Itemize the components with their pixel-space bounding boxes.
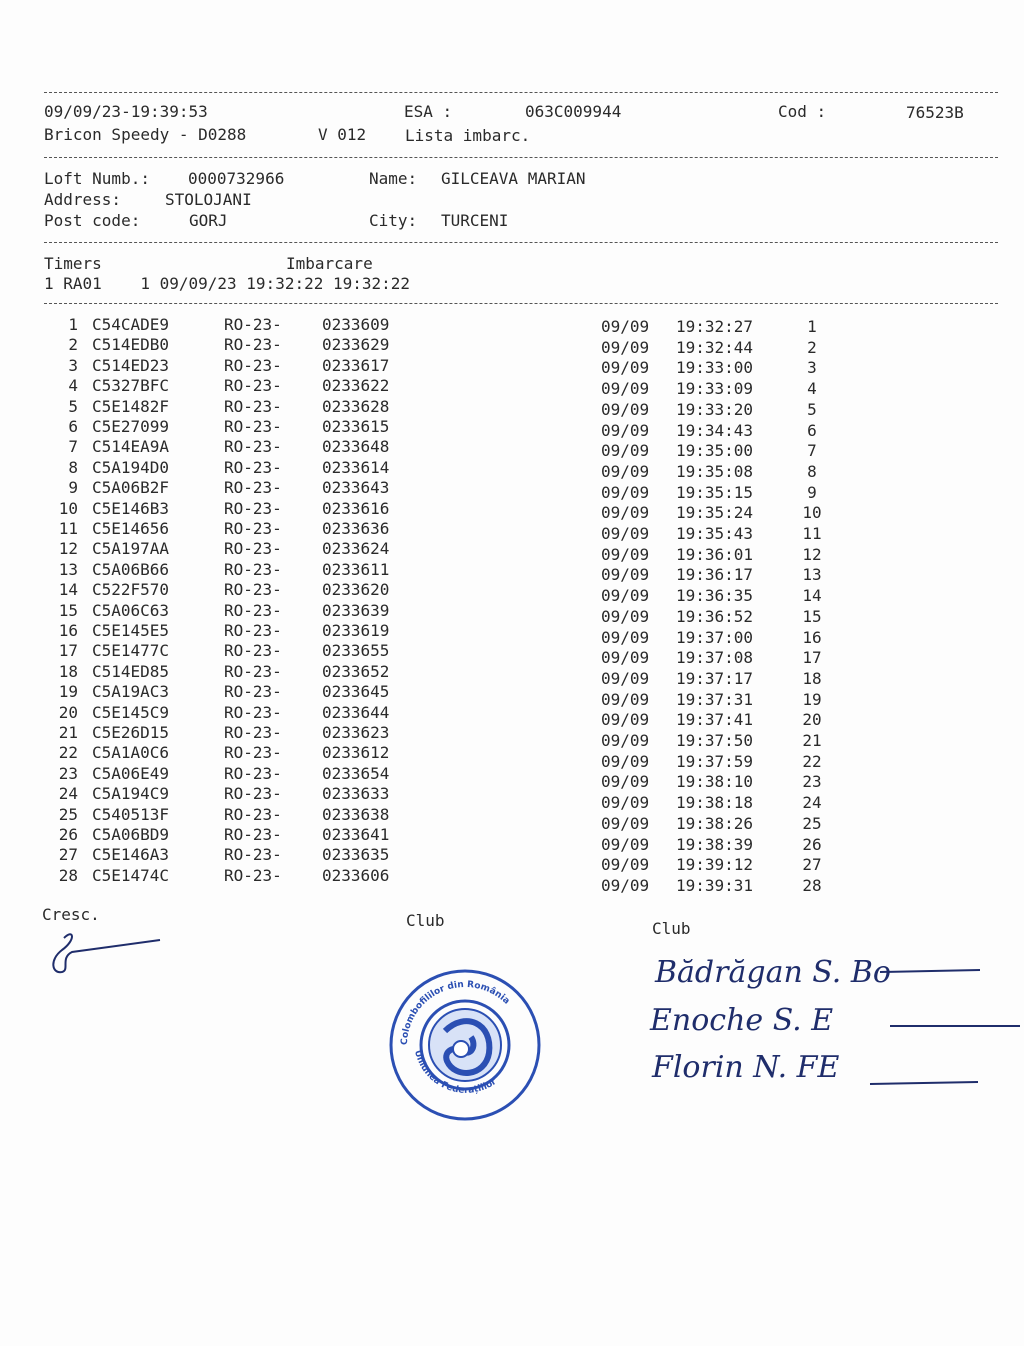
list-item xyxy=(0,702,1024,730)
entry-date: 09/09 xyxy=(601,565,650,585)
entry-time: 19:37:00 xyxy=(676,627,754,647)
entry-time: 19:37:17 xyxy=(676,668,754,688)
entry-ring-prefix: RO-23- xyxy=(224,784,282,804)
entry-index: 22 xyxy=(58,743,78,763)
club-stamp xyxy=(385,965,545,1125)
postcode-label: Post code: xyxy=(44,211,141,230)
entry-position: 26 xyxy=(802,834,822,854)
entry-position: 25 xyxy=(802,813,822,833)
entry-ring-number: 0233645 xyxy=(322,682,390,702)
entry-date: 09/09 xyxy=(601,627,650,647)
entry-date: 09/09 xyxy=(601,586,650,606)
entry-date: 09/09 xyxy=(601,379,650,399)
list-item xyxy=(0,519,1024,543)
list-item xyxy=(0,498,1024,523)
entry-index: 13 xyxy=(58,559,78,579)
entry-ring-prefix: RO-23- xyxy=(224,661,282,681)
entry-date: 09/09 xyxy=(601,813,650,833)
entry-chip-id: C5E1474C xyxy=(92,865,170,885)
entry-date: 09/09 xyxy=(601,461,650,481)
entry-ring-number: 0233635 xyxy=(322,845,390,865)
timers-label: Timers xyxy=(44,254,102,273)
club-label: Club xyxy=(406,911,445,930)
entry-ring-prefix: RO-23- xyxy=(224,335,282,355)
entry-index: 1 xyxy=(68,315,78,334)
stamp-text-bottom: Uniunea Federațiilor xyxy=(411,1049,499,1096)
entry-index: 6 xyxy=(68,417,78,436)
entry-time: 19:35:43 xyxy=(676,524,754,543)
club-signature-3: Florin N. FE xyxy=(652,1050,840,1085)
list-item xyxy=(0,457,1024,481)
entry-position: 27 xyxy=(802,855,822,875)
entry-ring-number: 0233628 xyxy=(322,396,390,416)
entry-ring-prefix: RO-23- xyxy=(224,417,282,436)
loft-number: 0000732966 xyxy=(188,169,285,188)
entry-ring-prefix: RO-23- xyxy=(224,437,282,457)
owner-name: GILCEAVA MARIAN xyxy=(441,169,586,188)
entry-position: 4 xyxy=(807,379,817,399)
entry-chip-id: C522F570 xyxy=(92,580,170,600)
list-item xyxy=(0,559,1024,585)
entry-time: 19:37:31 xyxy=(676,689,754,709)
entry-time: 19:35:08 xyxy=(676,461,754,481)
separator xyxy=(44,303,998,304)
entry-ring-number: 0233620 xyxy=(322,580,390,600)
entry-chip-id: C5E14656 xyxy=(92,519,170,538)
entry-time: 19:36:01 xyxy=(676,544,754,564)
entry-position: 2 xyxy=(807,337,817,357)
entry-ring-number: 0233655 xyxy=(322,641,390,661)
list-item xyxy=(0,621,1024,647)
entry-date: 09/09 xyxy=(601,875,650,895)
entry-chip-id: C5A06E49 xyxy=(92,763,170,783)
entry-time: 19:37:59 xyxy=(676,751,754,771)
entry-date: 09/09 xyxy=(601,648,650,668)
entry-ring-number: 0233606 xyxy=(322,865,390,885)
list-item xyxy=(0,335,1024,355)
entry-position: 11 xyxy=(802,524,822,543)
entry-chip-id: C5A194C9 xyxy=(92,784,170,804)
entry-ring-prefix: RO-23- xyxy=(224,702,282,722)
cod-value: 76523B xyxy=(906,103,964,122)
list-item xyxy=(0,478,1024,502)
entry-position: 3 xyxy=(807,358,817,378)
imbarcare-label: Imbarcare xyxy=(286,254,373,273)
entry-index: 24 xyxy=(58,784,78,804)
entry-index: 3 xyxy=(68,355,78,375)
list-item xyxy=(0,804,1024,833)
entry-chip-id: C540513F xyxy=(92,804,170,824)
entry-ring-number: 0233612 xyxy=(322,743,390,763)
entry-chip-id: C5A06B2F xyxy=(92,478,170,498)
entry-time: 19:38:10 xyxy=(676,772,754,792)
entry-ring-number: 0233654 xyxy=(322,763,390,783)
address-label: Address: xyxy=(44,190,122,209)
entry-ring-number: 0233633 xyxy=(322,784,390,804)
entry-time: 19:32:27 xyxy=(676,317,754,336)
entry-date: 09/09 xyxy=(601,710,650,730)
entry-index: 28 xyxy=(58,865,78,885)
list-item xyxy=(0,356,1024,376)
entry-chip-id: C5327BFC xyxy=(92,376,170,396)
entry-ring-number: 0233615 xyxy=(322,417,390,436)
entry-position: 14 xyxy=(802,586,822,606)
entry-chip-id: C5E26D15 xyxy=(92,723,170,742)
entry-ring-number: 0233638 xyxy=(322,804,390,824)
entry-ring-number: 0233648 xyxy=(322,437,390,457)
entry-index: 21 xyxy=(58,723,78,742)
entry-date: 09/09 xyxy=(601,606,650,626)
entry-position: 6 xyxy=(807,420,817,440)
entry-ring-prefix: RO-23- xyxy=(224,457,282,477)
entry-time: 19:36:17 xyxy=(676,565,754,585)
list-item xyxy=(0,784,1024,813)
entry-chip-id: C5E146A3 xyxy=(92,845,170,865)
entry-ring-prefix: RO-23- xyxy=(224,600,282,620)
entry-chip-id: C514EA9A xyxy=(92,437,170,457)
entry-date: 09/09 xyxy=(601,337,650,357)
entry-time: 19:36:35 xyxy=(676,586,754,606)
entry-index: 17 xyxy=(58,641,78,661)
breeder-signature xyxy=(44,928,166,980)
entry-index: 10 xyxy=(58,498,78,518)
list-item xyxy=(0,315,1024,335)
loft-label: Loft Numb.: xyxy=(44,169,150,188)
timer-line: 1 RA01 1 09/09/23 19:32:22 19:32:22 xyxy=(44,274,411,293)
entry-time: 19:35:24 xyxy=(676,503,754,523)
entry-index: 4 xyxy=(68,376,78,396)
list-title: Lista imbarc. xyxy=(405,126,531,145)
entry-chip-id: C5E145C9 xyxy=(92,702,170,722)
entry-index: 18 xyxy=(58,661,78,681)
entry-index: 12 xyxy=(58,539,78,559)
entry-date: 09/09 xyxy=(601,420,650,440)
entry-time: 19:34:43 xyxy=(676,420,754,440)
entry-ring-number: 0233622 xyxy=(322,376,390,396)
entry-ring-prefix: RO-23- xyxy=(224,825,282,844)
list-item xyxy=(0,661,1024,688)
entry-ring-number: 0233619 xyxy=(322,621,390,640)
entry-ring-number: 0233614 xyxy=(322,457,390,477)
entry-ring-number: 0233616 xyxy=(322,498,390,518)
entry-ring-number: 0233609 xyxy=(322,315,390,334)
entry-ring-prefix: RO-23- xyxy=(224,845,282,865)
entry-chip-id: C5E146B3 xyxy=(92,498,170,518)
address-value: STOLOJANI xyxy=(165,190,252,209)
entry-time: 19:39:12 xyxy=(676,855,754,875)
entry-ring-number: 0233641 xyxy=(322,825,390,844)
list-item xyxy=(0,437,1024,461)
signature-underlines xyxy=(830,960,1024,1090)
entry-time: 19:32:44 xyxy=(676,337,754,357)
cresc-label: Cresc. xyxy=(42,905,100,924)
list-item xyxy=(0,539,1024,564)
entry-ring-prefix: RO-23- xyxy=(224,621,282,640)
entry-position: 21 xyxy=(802,731,822,750)
entry-ring-prefix: RO-23- xyxy=(224,498,282,518)
entry-index: 15 xyxy=(58,600,78,620)
entry-index: 25 xyxy=(58,804,78,824)
entry-position: 24 xyxy=(802,793,822,813)
entry-date: 09/09 xyxy=(601,544,650,564)
entry-time: 19:38:18 xyxy=(676,793,754,813)
entry-chip-id: C5A1A0C6 xyxy=(92,743,170,763)
entry-chip-id: C514ED85 xyxy=(92,661,170,681)
entry-date: 09/09 xyxy=(601,668,650,688)
entry-time: 19:37:41 xyxy=(676,710,754,730)
entry-position: 17 xyxy=(802,648,822,668)
entry-ring-number: 0233623 xyxy=(322,723,390,742)
entry-ring-prefix: RO-23- xyxy=(224,355,282,375)
entry-chip-id: C514EDB0 xyxy=(92,335,170,355)
list-item xyxy=(0,743,1024,771)
list-item xyxy=(0,600,1024,626)
separator xyxy=(44,157,998,158)
entry-ring-prefix: RO-23- xyxy=(224,478,282,498)
entry-chip-id: C514ED23 xyxy=(92,355,170,375)
entry-index: 16 xyxy=(58,621,78,640)
entry-chip-id: C5A06BD9 xyxy=(92,825,170,844)
device-name: Bricon Speedy - D0288 xyxy=(44,125,247,144)
separator xyxy=(44,242,998,243)
entry-index: 8 xyxy=(68,457,78,477)
entry-ring-prefix: RO-23- xyxy=(224,519,282,538)
entry-position: 12 xyxy=(802,544,822,564)
entry-ring-number: 0233611 xyxy=(322,559,390,579)
entry-position: 13 xyxy=(802,565,822,585)
entry-time: 19:33:20 xyxy=(676,399,754,419)
entry-date: 09/09 xyxy=(601,834,650,854)
entry-date: 09/09 xyxy=(601,399,650,419)
entry-ring-number: 0233644 xyxy=(322,702,390,722)
entry-position: 1 xyxy=(807,317,817,336)
entry-ring-prefix: RO-23- xyxy=(224,804,282,824)
entry-index: 19 xyxy=(58,682,78,702)
name-label: Name: xyxy=(369,169,418,188)
entry-ring-number: 0233617 xyxy=(322,355,390,375)
city-value: TURCENI xyxy=(441,211,509,230)
club-signature-2: Enoche S. E xyxy=(650,1003,834,1038)
entry-date: 09/09 xyxy=(601,772,650,792)
entry-ring-prefix: RO-23- xyxy=(224,743,282,763)
entry-ring-number: 0233652 xyxy=(322,661,390,681)
entry-time: 19:33:00 xyxy=(676,358,754,378)
entry-position: 20 xyxy=(802,710,822,730)
entry-date: 09/09 xyxy=(601,731,650,750)
list-item xyxy=(0,580,1024,606)
club-signature-1: Bădrăgan S. Bo xyxy=(655,955,891,990)
entry-chip-id: C5A06B66 xyxy=(92,559,170,579)
entry-chip-id: C5A197AA xyxy=(92,539,170,559)
entry-position: 10 xyxy=(802,503,822,523)
entry-ring-number: 0233624 xyxy=(322,539,390,559)
print-datetime: 09/09/23-19:39:53 xyxy=(44,102,208,121)
list-item xyxy=(0,376,1024,399)
city-label: City: xyxy=(369,211,418,230)
entry-date: 09/09 xyxy=(601,689,650,709)
cod-label: Cod : xyxy=(778,102,827,121)
entry-ring-prefix: RO-23- xyxy=(224,580,282,600)
entry-position: 23 xyxy=(802,772,822,792)
entry-time: 19:37:08 xyxy=(676,648,754,668)
separator xyxy=(44,92,998,93)
entry-ring-number: 0233639 xyxy=(322,600,390,620)
esa-value: 063C009944 xyxy=(525,102,622,121)
entry-position: 9 xyxy=(807,482,817,502)
entry-index: 2 xyxy=(68,335,78,355)
entry-ring-prefix: RO-23- xyxy=(224,723,282,742)
entry-index: 7 xyxy=(68,437,78,457)
list-item xyxy=(0,397,1024,417)
device-version: V 012 xyxy=(318,125,367,144)
entry-date: 09/09 xyxy=(601,793,650,813)
entry-ring-prefix: RO-23- xyxy=(224,376,282,396)
entry-chip-id: C5E1477C xyxy=(92,641,170,661)
entry-ring-number: 0233629 xyxy=(322,335,390,355)
list-item xyxy=(0,641,1024,668)
entry-position: 5 xyxy=(807,399,817,419)
list-item xyxy=(0,417,1024,440)
stamp-text-top: Colombofililor din România xyxy=(399,979,512,1046)
entry-position: 16 xyxy=(802,627,822,647)
entry-date: 09/09 xyxy=(601,524,650,543)
entry-index: 5 xyxy=(68,396,78,416)
entry-index: 27 xyxy=(58,845,78,865)
entry-chip-id: C5E1482F xyxy=(92,396,170,416)
entry-ring-prefix: RO-23- xyxy=(224,682,282,702)
entry-time: 19:35:00 xyxy=(676,441,754,461)
entry-chip-id: C5A06C63 xyxy=(92,600,170,620)
entry-ring-number: 0233636 xyxy=(322,519,390,538)
entry-time: 19:39:31 xyxy=(676,875,754,895)
entry-ring-prefix: RO-23- xyxy=(224,763,282,783)
entry-time: 19:36:52 xyxy=(676,606,754,626)
entry-ring-prefix: RO-23- xyxy=(224,641,282,661)
entry-index: 23 xyxy=(58,763,78,783)
entry-ring-prefix: RO-23- xyxy=(224,539,282,559)
entry-position: 19 xyxy=(802,689,822,709)
entry-chip-id: C5A19AC3 xyxy=(92,682,170,702)
entry-ring-prefix: RO-23- xyxy=(224,865,282,885)
entry-index: 26 xyxy=(58,825,78,844)
entry-time: 19:35:15 xyxy=(676,482,754,502)
entry-date: 09/09 xyxy=(601,317,650,336)
entry-index: 11 xyxy=(58,519,78,538)
entry-ring-prefix: RO-23- xyxy=(224,559,282,579)
entry-position: 8 xyxy=(807,461,817,481)
entry-ring-prefix: RO-23- xyxy=(224,315,282,334)
entry-date: 09/09 xyxy=(601,358,650,378)
list-item xyxy=(0,825,1024,854)
entry-date: 09/09 xyxy=(601,503,650,523)
postcode-value: GORJ xyxy=(189,211,228,230)
entry-position: 15 xyxy=(802,606,822,626)
entry-chip-id: C5E27099 xyxy=(92,417,170,436)
entry-index: 14 xyxy=(58,580,78,600)
esa-label: ESA : xyxy=(404,102,453,121)
entry-time: 19:38:26 xyxy=(676,813,754,833)
entry-date: 09/09 xyxy=(601,855,650,875)
entry-time: 19:37:50 xyxy=(676,731,754,750)
entry-index: 9 xyxy=(68,478,78,498)
club-label: Club xyxy=(652,919,691,938)
entry-ring-prefix: RO-23- xyxy=(224,396,282,416)
entry-chip-id: C54CADE9 xyxy=(92,315,170,334)
entry-date: 09/09 xyxy=(601,441,650,461)
entry-date: 09/09 xyxy=(601,751,650,771)
entry-position: 18 xyxy=(802,668,822,688)
list-item xyxy=(0,723,1024,750)
entry-chip-id: C5A194D0 xyxy=(92,457,170,477)
entry-index: 20 xyxy=(58,702,78,722)
entry-position: 22 xyxy=(802,751,822,771)
entry-time: 19:33:09 xyxy=(676,379,754,399)
list-item xyxy=(0,763,1024,792)
entry-position: 28 xyxy=(802,875,822,895)
entry-chip-id: C5E145E5 xyxy=(92,621,170,640)
entry-position: 7 xyxy=(807,441,817,461)
entry-time: 19:38:39 xyxy=(676,834,754,854)
list-item xyxy=(0,682,1024,709)
entry-ring-number: 0233643 xyxy=(322,478,390,498)
entry-date: 09/09 xyxy=(601,482,650,502)
